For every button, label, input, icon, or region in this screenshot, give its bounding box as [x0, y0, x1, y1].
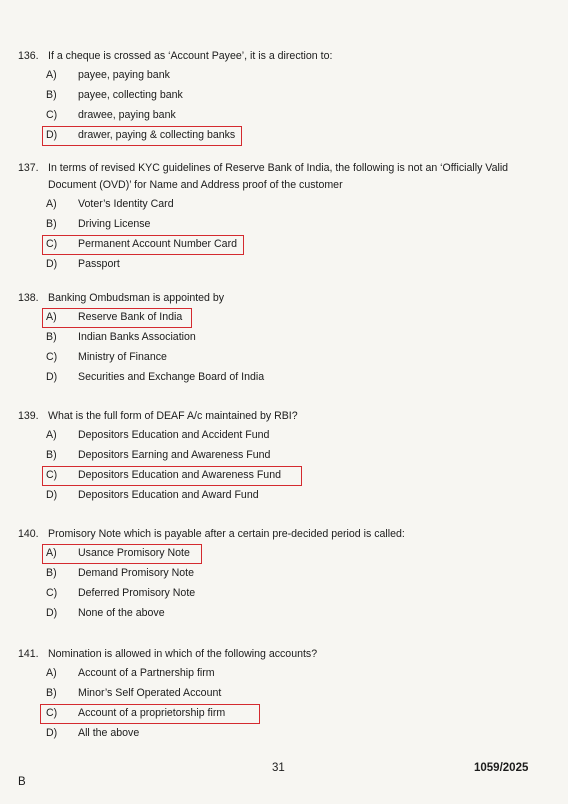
answer-mark	[42, 308, 192, 328]
question-number: 140.	[18, 528, 39, 540]
booklet-code: 1059/2025	[474, 762, 529, 774]
option-c: C) Account of a proprietorship firm	[46, 703, 538, 723]
question-text: If a cheque is crossed as ‘Account Payee’, it is a direction to:	[48, 50, 333, 62]
option-c: C) Permanent Account Number Card	[46, 234, 538, 254]
option-d: D) None of the above	[46, 607, 165, 619]
option-d: D) All the above	[46, 727, 140, 739]
question-text: In terms of revised KYC guidelines of Reserve Bank of India, the following is not an ‘Officially Valid Document (OVD)’ for Name and Address proof of the customer	[48, 162, 509, 191]
question-number: 136.	[18, 50, 39, 62]
question-text: Promisory Note which is payable after a certain pre-decided period is called:	[48, 528, 405, 540]
option-d: D) drawer, paying & collecting banks	[46, 125, 538, 145]
option-c: C) Depositors Education and Awareness Fund	[46, 465, 538, 485]
answer-mark	[42, 544, 202, 564]
question-139	[18, 408, 538, 505]
option-b: B) Depositors Earning and Awareness Fund	[46, 449, 271, 461]
option-d: D) Passport	[46, 258, 120, 270]
question-number: 138.	[18, 292, 39, 304]
option-d: D) Securities and Exchange Board of India	[46, 371, 265, 383]
option-b: B) payee, collecting bank	[46, 89, 183, 101]
question-140	[18, 526, 538, 623]
option-a: A) Depositors Education and Accident Fund	[46, 429, 270, 441]
option-c: C) Ministry of Finance	[46, 351, 167, 363]
option-a: A) Voter’s Identity Card	[46, 198, 174, 210]
question-137	[18, 160, 538, 274]
option-a: A) Usance Promisory Note	[46, 543, 538, 563]
option-a: A) Account of a Partnership firm	[46, 667, 215, 679]
option-d: D) Depositors Education and Award Fund	[46, 489, 259, 501]
question-number: 137.	[18, 162, 39, 174]
option-c: C) drawee, paying bank	[46, 109, 176, 121]
answer-mark	[40, 704, 260, 724]
series-letter: B	[18, 776, 26, 788]
option-b: B) Driving License	[46, 218, 151, 230]
answer-mark	[42, 466, 302, 486]
option-b: B) Demand Promisory Note	[46, 567, 194, 579]
question-text: What is the full form of DEAF A/c maintained by RBI?	[48, 410, 298, 422]
answer-mark	[42, 235, 244, 255]
option-a: A) Reserve Bank of India	[46, 307, 538, 327]
answer-mark	[42, 126, 242, 146]
question-text: Nomination is allowed in which of the following accounts?	[48, 648, 318, 660]
question-text: Banking Ombudsman is appointed by	[48, 292, 225, 304]
question-141	[18, 646, 538, 743]
option-c: C) Deferred Promisory Note	[46, 587, 196, 599]
page-number: 31	[272, 762, 285, 774]
question-number: 139.	[18, 410, 39, 422]
question-number: 141.	[18, 648, 39, 660]
option-b: B) Minor’s Self Operated Account	[46, 687, 222, 699]
option-b: B) Indian Banks Association	[46, 331, 196, 343]
question-138	[18, 290, 538, 387]
question-136	[18, 48, 538, 145]
option-a: A) payee, paying bank	[46, 69, 170, 81]
